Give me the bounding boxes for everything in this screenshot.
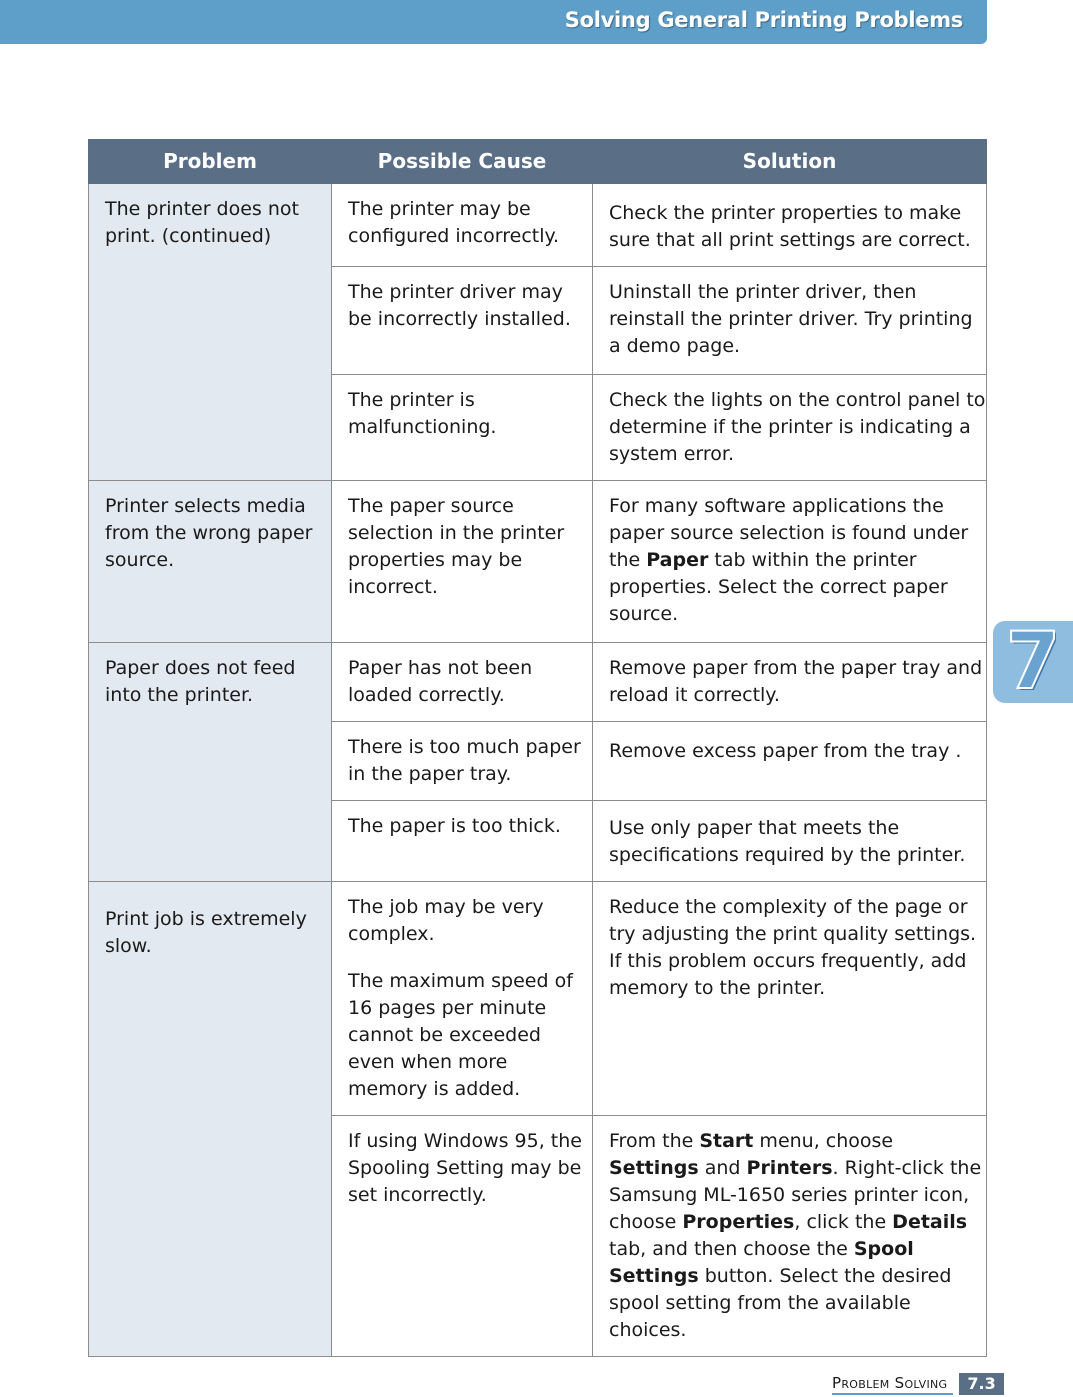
page-footer <box>832 1373 1004 1395</box>
cause-cell: There is too much paper in the paper tray. <box>332 722 593 801</box>
cause-cell: The printer is malfunctioning. <box>332 375 593 481</box>
solution-cell: Use only paper that meets the specifications required by the printer. <box>593 801 987 882</box>
column-header-cause: Possible Cause <box>332 140 593 184</box>
problem-cell: Print job is extremely slow. <box>89 882 332 1357</box>
ui-term: Paper <box>646 549 709 571</box>
ui-term: Settings <box>609 1157 699 1179</box>
table-row <box>89 882 987 1116</box>
solution-cell: Uninstall the printer driver, then reinstall the printer driver. Try printing a demo page. <box>593 267 987 375</box>
solution-cell: Remove paper from the paper tray and reload it correctly. <box>593 643 987 722</box>
problem-cell: The printer does not print. (continued) <box>89 184 332 481</box>
header-bar <box>0 0 987 44</box>
ui-term: Details <box>892 1211 968 1233</box>
table-row <box>89 184 987 267</box>
table-row <box>89 643 987 722</box>
page-title: Solving General Printing Problems <box>564 8 963 32</box>
cause-cell: The paper is too thick. <box>332 801 593 882</box>
solution-cell: Remove excess paper from the tray . <box>593 722 987 801</box>
cause-cell: Paper has not been loaded correctly. <box>332 643 593 722</box>
ui-term: Start <box>699 1130 754 1152</box>
ui-term: Spool Settings <box>609 1238 914 1287</box>
section-label: Problem Solving <box>832 1374 953 1395</box>
solution-cell: Check the printer properties to make sure that all print settings are correct. <box>593 184 987 267</box>
troubleshooting-table <box>88 139 987 1357</box>
solution-cell: Check the lights on the control panel to determine if the printer is indicating a system error. <box>593 375 987 481</box>
cause-cell: The printer may be configured incorrectly. <box>332 184 593 267</box>
column-header-solution: Solution <box>593 140 987 184</box>
problem-cell: Paper does not feed into the printer. <box>89 643 332 882</box>
ui-term: Printers <box>746 1157 833 1179</box>
table-header-row <box>89 140 987 184</box>
table-row <box>89 481 987 643</box>
problem-cell: Printer selects media from the wrong paper source. <box>89 481 332 643</box>
chapter-number: 7 <box>1005 617 1061 707</box>
solution-cell: For many software applications the paper source selection is found under the Paper tab within the printer properties. Select the correct paper source. <box>593 481 987 643</box>
solution-cell: From the Start menu, choose Settings and Printers. Right-click the Samsung ML-1650 series printer icon, choose Properties, click the Details tab, and then choose the Spool Settings button. Select the desired spool setting from the available choices. <box>593 1116 987 1357</box>
ui-term: Properties <box>682 1211 795 1233</box>
cause-cell: The paper source selection in the printer properties may be incorrect. <box>332 481 593 643</box>
cause-cell: The job may be very complex. The maximum speed of 16 pages per minute cannot be exceeded even when more memory is added. <box>332 882 593 1116</box>
chapter-tab <box>993 617 1073 707</box>
cause-cell: The printer driver may be incorrectly installed. <box>332 267 593 375</box>
page-number: 7.3 <box>959 1373 1003 1395</box>
column-header-problem: Problem <box>89 140 332 184</box>
cause-cell: If using Windows 95, the Spooling Setting may be set incorrectly. <box>332 1116 593 1357</box>
solution-cell: Reduce the complexity of the page or try adjusting the print quality settings. If this problem occurs frequently, add memory to the printer. <box>593 882 987 1116</box>
